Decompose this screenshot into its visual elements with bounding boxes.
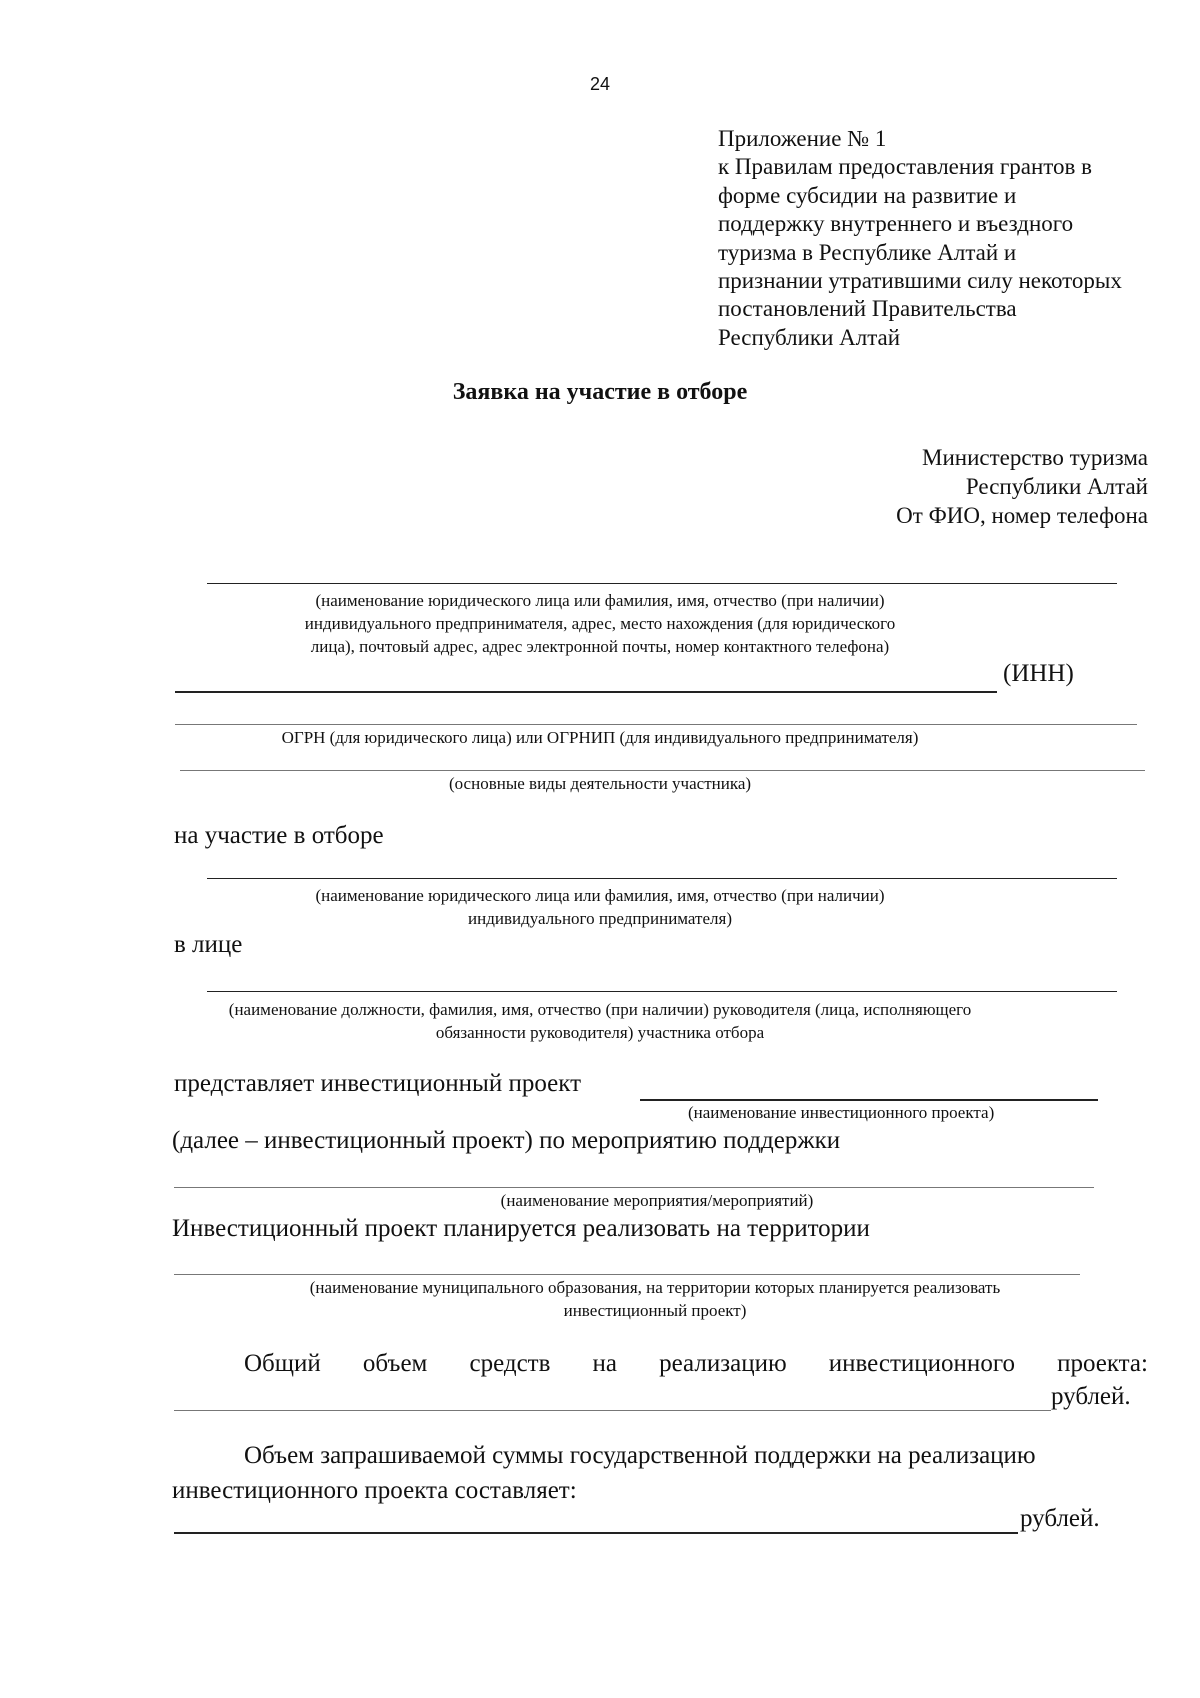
- appendix-block: [718, 125, 1122, 352]
- caption-line: (наименование юридического лица или фамилия, имя, отчество (при наличии): [315, 591, 885, 610]
- caption-line: обязанности руководителя) участника отбора: [435, 1023, 765, 1042]
- appendix-line: постановлений Правительства: [718, 296, 1017, 322]
- addressee-block: [896, 443, 1148, 530]
- requested-amount-field-line[interactable]: [174, 1532, 1018, 1534]
- applicant-caption: [0, 589, 1200, 658]
- rubles-label-2: рублей.: [1020, 1505, 1100, 1532]
- in-person-text: в лице: [174, 931, 243, 958]
- rubles-label-1: рублей.: [1051, 1383, 1131, 1410]
- addressee-line: Министерство туризма: [922, 445, 1148, 470]
- total-word: на: [592, 1350, 618, 1377]
- activities-field-line[interactable]: [180, 770, 1145, 771]
- caption-line: инвестиционный проект): [563, 1301, 747, 1320]
- caption-line: индивидуального предпринимателя): [468, 909, 732, 928]
- appendix-line: признании утратившими силу некоторых: [718, 268, 1122, 294]
- caption-line: лица), почтовый адрес, адрес электронной почты, номер контактного телефона): [310, 637, 890, 656]
- head-field-line[interactable]: [207, 991, 1117, 992]
- total-word: средств: [469, 1350, 551, 1377]
- appendix-line: Республики Алтай: [718, 324, 901, 350]
- territory-intro-text: Инвестиционный проект планируется реализовать на территории: [172, 1215, 870, 1242]
- caption-line: (наименование юридического лица или фамилия, имя, отчество (при наличии): [315, 886, 885, 905]
- total-word: инвестиционного: [828, 1350, 1015, 1377]
- appendix-line: туризма в Республике Алтай и: [718, 239, 1017, 265]
- page-number: 24: [589, 74, 611, 94]
- addressee-line: Республики Алтай: [965, 474, 1148, 499]
- total-funds-field-line[interactable]: [174, 1410, 1051, 1411]
- total-word: реализацию: [659, 1350, 787, 1377]
- participant-caption: [0, 884, 1200, 930]
- head-caption: [0, 998, 1200, 1044]
- total-word: Общий: [244, 1350, 321, 1377]
- appendix-line: Приложение № 1: [718, 126, 887, 151]
- activities-caption: (основные виды деятельности участника): [448, 774, 752, 793]
- inn-label: (ИНН): [1003, 660, 1074, 687]
- caption-line: (наименование муниципального образования, на территории которых планируется реализовать: [309, 1278, 1001, 1297]
- total-word: объем: [362, 1350, 428, 1377]
- ogrn-caption: ОГРН (для юридического лица) или ОГРНИП (для индивидуального предпринимателя): [281, 728, 919, 747]
- inn-field-line[interactable]: [175, 691, 997, 693]
- territory-field-line[interactable]: [174, 1274, 1080, 1275]
- participant-field-line[interactable]: [207, 878, 1117, 879]
- caption-line: индивидуального предпринимателя, адрес, место нахождения (для юридического: [304, 614, 896, 633]
- caption-line: (наименование должности, фамилия, имя, отчество (при наличии) руководителя (лица, исполняющего: [228, 1000, 972, 1019]
- requested-line-1: Объем запрашиваемой суммы государственной поддержки на реализацию: [244, 1442, 1036, 1469]
- appendix-line: форме субсидии на развитие и: [718, 182, 1017, 208]
- applicant-field-line[interactable]: [207, 583, 1117, 584]
- project-name-caption: (наименование инвестиционного проекта): [688, 1103, 995, 1122]
- document-title: Заявка на участие в отборе: [452, 379, 748, 405]
- territory-caption: [0, 1276, 1200, 1322]
- total-word: проекта:: [1057, 1350, 1148, 1377]
- total-funds-line: [244, 1350, 1148, 1378]
- hereinafter-text: (далее – инвестиционный проект) по мероприятию поддержки: [172, 1127, 841, 1154]
- participation-text: на участие в отборе: [174, 822, 384, 849]
- measure-caption: (наименование мероприятия/мероприятий): [500, 1191, 814, 1210]
- ogrn-field-line[interactable]: [175, 724, 1137, 725]
- appendix-line: к Правилам предоставления грантов в: [718, 154, 1092, 180]
- presents-text: представляет инвестиционный проект: [174, 1070, 582, 1097]
- addressee-line: От ФИО, номер телефона: [896, 503, 1148, 528]
- requested-line-2: инвестиционного проекта составляет:: [172, 1477, 577, 1504]
- measure-field-line[interactable]: [174, 1187, 1094, 1188]
- appendix-line: поддержку внутреннего и въездного: [718, 211, 1074, 237]
